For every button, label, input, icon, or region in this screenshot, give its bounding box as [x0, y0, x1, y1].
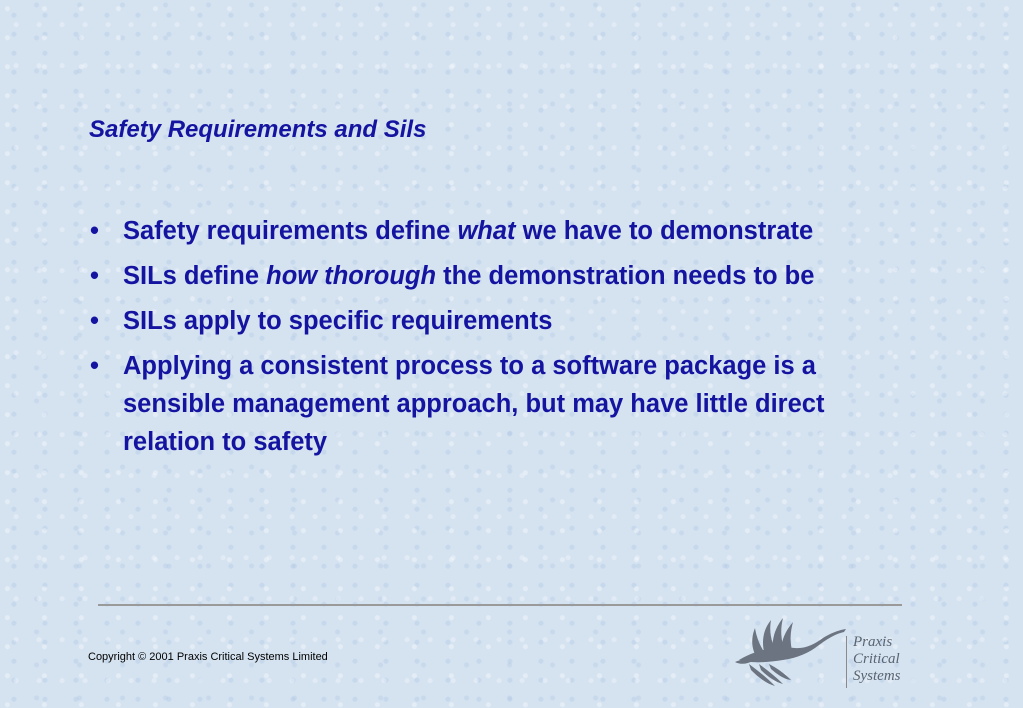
- bullet-text: Applying a consistent process to a software package is a sensible management approach, but may have little direct relation to safety: [123, 352, 825, 456]
- bullet-emphasis: how thorough: [266, 262, 437, 290]
- bullet-marker: •: [90, 352, 99, 380]
- bullet-item: [90, 302, 850, 340]
- bullet-list: [90, 212, 850, 468]
- footer-divider: [98, 604, 902, 606]
- bullet-text: SILs define: [123, 262, 267, 290]
- logo-line: Critical: [853, 651, 900, 667]
- logo-line: Systems: [853, 668, 901, 684]
- bullet-item: [90, 257, 850, 295]
- bullet-text: SILs apply to specific requirements: [123, 307, 553, 335]
- bullet-item: [90, 347, 850, 461]
- company-logo-text: [853, 634, 901, 685]
- bullet-text: the demonstration needs to be: [436, 262, 815, 290]
- bullet-text: Safety requirements define: [123, 217, 458, 245]
- copyright-notice: Copyright © 2001 Praxis Critical Systems Limited: [88, 651, 328, 663]
- bullet-marker: •: [90, 217, 99, 245]
- bullet-item: [90, 212, 850, 250]
- bullet-marker: •: [90, 307, 99, 335]
- logo-divider: [846, 636, 847, 688]
- bullet-marker: •: [90, 262, 99, 290]
- bullet-emphasis: what: [457, 217, 516, 245]
- bird-logo-icon: [735, 612, 847, 690]
- logo-line: Praxis: [853, 634, 893, 650]
- slide-title: Safety Requirements and Sils: [89, 116, 427, 143]
- bullet-text: we have to demonstrate: [515, 217, 814, 245]
